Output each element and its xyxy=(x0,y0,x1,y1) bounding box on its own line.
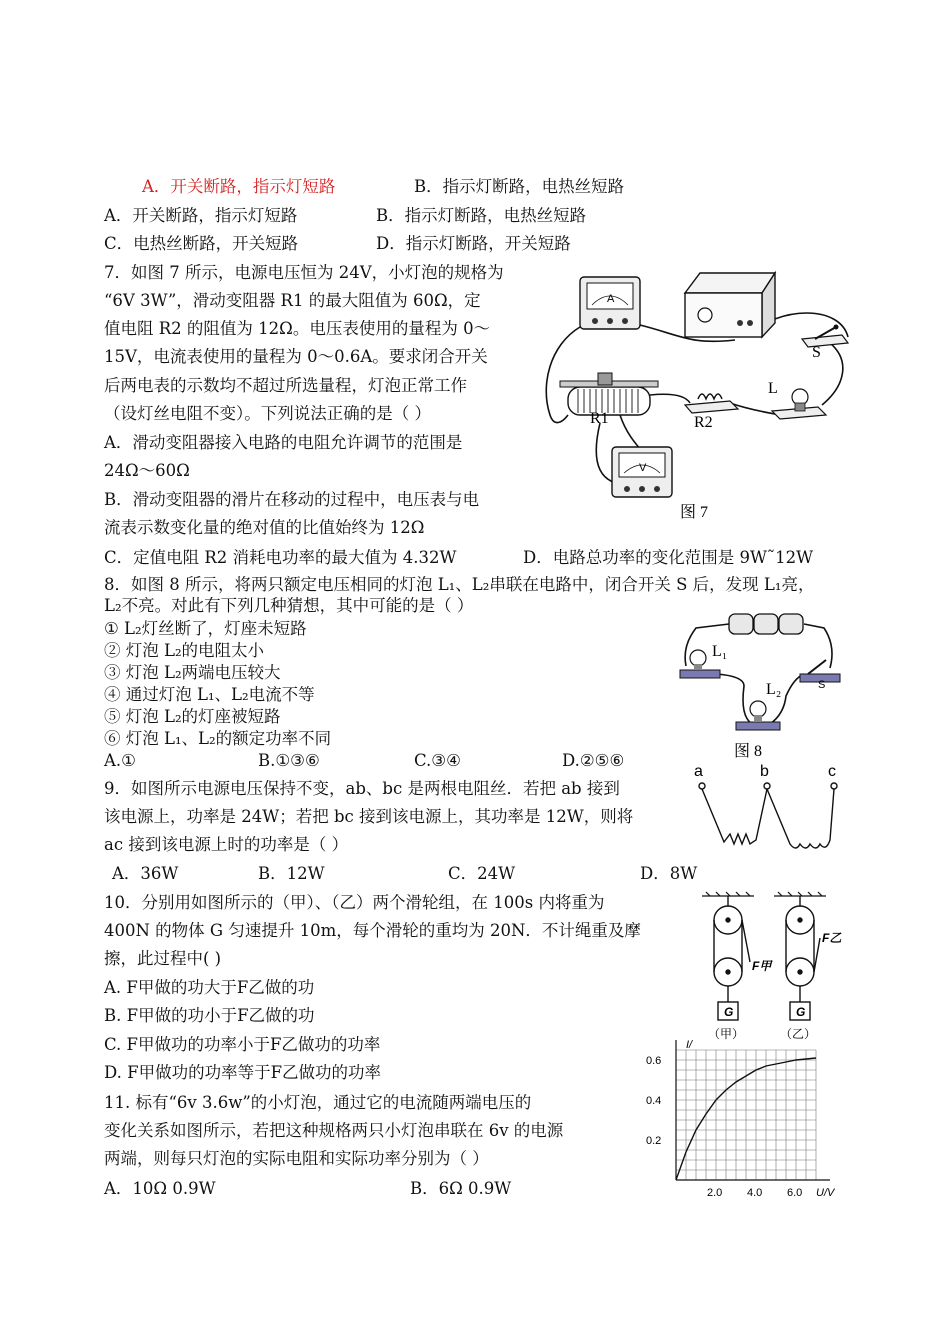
q10-option-d: D. F甲做功的功率等于F乙做功的功率 xyxy=(104,1063,382,1082)
battery-icon xyxy=(729,614,803,634)
chart-grid xyxy=(676,1050,816,1180)
switch-s-icon xyxy=(802,325,848,348)
figure-8-circuit xyxy=(674,606,854,758)
f-jia-label: F甲 xyxy=(752,959,772,973)
q8-guess-2: ② 灯泡 L₂的电阻太小 xyxy=(104,641,265,660)
q7-line-4: 15V，电流表使用的量程为 0～0.6A。要求闭合开关 xyxy=(104,347,488,366)
r2-label: R2 xyxy=(694,414,713,431)
q9-line-2: 该电源上，功率是 24W；若把 bc 接到该电源上，其功率是 12W，则将 xyxy=(104,807,634,826)
iv-chart-svg xyxy=(640,1032,840,1202)
lamp-l-icon xyxy=(772,389,826,419)
yi-caption: （乙） xyxy=(780,1027,817,1041)
q9-option-d: D．8W xyxy=(640,864,698,883)
y-axis-label: I/ xyxy=(686,1039,693,1051)
x-tick-label: 6.0 xyxy=(787,1187,803,1199)
x-axis-label: U/V xyxy=(816,1187,835,1199)
option-a: A．开关断路，指示灯短路 xyxy=(104,206,298,225)
x-tick-label: 2.0 xyxy=(707,1187,723,1199)
voltmeter-icon xyxy=(612,447,672,497)
jia-caption: （甲） xyxy=(708,1027,745,1041)
power-supply-icon xyxy=(685,273,775,337)
q9-option-a: A．36W xyxy=(112,864,179,883)
ammeter-icon xyxy=(580,277,640,329)
figure-8-caption: 图 8 xyxy=(734,743,763,760)
q8-guess-1: ① L₂灯丝断了，灯座未短路 xyxy=(104,619,307,638)
figure-7-circuit xyxy=(540,265,860,525)
q9-line-1: 9．如图所示电源电压保持不变，ab、bc 是两根电阻丝．若把 ab 接到 xyxy=(104,779,620,798)
q10-option-b: B. F甲做的功小于F乙做的功 xyxy=(104,1006,315,1025)
resistor-r2-icon xyxy=(685,394,738,413)
q8-guess-5: ⑤ 灯泡 L₂的灯座被短路 xyxy=(104,707,281,726)
q7-line-1: 7．如图 7 所示，电源电压恒为 24V，小灯泡的规格为 xyxy=(104,263,504,282)
q11-line-3: 两端，则每只灯泡的实际电阻和实际功率分别为（ ） xyxy=(104,1149,489,1168)
q9-option-c: C．24W xyxy=(448,864,516,883)
q7-line-3: 值电阻 R2 的阻值为 12Ω。电压表使用的量程为 0～ xyxy=(104,319,491,338)
q7-line-5: 后两电表的示数均不超过所选量程，灯泡正常工作 xyxy=(104,376,467,395)
x-tick-label: 4.0 xyxy=(747,1187,763,1199)
option-d: D．指示灯断路，开关短路 xyxy=(376,234,571,253)
switch-label: S xyxy=(818,679,826,691)
g-yi-label: G xyxy=(796,1005,806,1019)
ammeter-label: A xyxy=(607,293,615,305)
q11-option-b: B．6Ω 0.9W xyxy=(410,1179,512,1198)
q8-guess-4: ④ 通过灯泡 L₁、L₂电流不等 xyxy=(104,685,315,704)
f-yi-label: F乙 xyxy=(822,931,842,945)
r1-label: R1 xyxy=(590,410,609,427)
q7-option-d: D．电路总功率的变化范围是 9W˜12W xyxy=(523,548,814,567)
y-tick-label: 0.4 xyxy=(646,1095,662,1107)
q7-option-a-1: A．滑动变阻器接入电路的电阻允许调节的范围是 xyxy=(104,433,463,452)
q7-line-2: “6V 3W”，滑动变阻器 R1 的最大阻值为 60Ω，定 xyxy=(104,291,481,310)
l1-label: L₁ xyxy=(712,643,728,660)
q8-line-2: L₂不亮。对此有下列几种猜想，其中可能的是（ ） xyxy=(104,596,474,615)
voltmeter-label: V xyxy=(639,462,647,474)
q9-line-3: ac 接到该电源上时的功率是（ ） xyxy=(104,835,349,854)
q8-option-a: A.① xyxy=(104,751,136,770)
y-tick-label: 0.2 xyxy=(646,1135,662,1147)
pulley-yi-icon xyxy=(786,896,820,1020)
iv-chart xyxy=(640,1032,840,1202)
option-b: B．指示灯断路，电热丝短路 xyxy=(376,206,587,225)
q11-option-a: A．10Ω 0.9W xyxy=(104,1179,216,1198)
q11-line-2: 变化关系如图所示，若把这种规格两只小灯泡串联在 6v 的电源 xyxy=(104,1121,564,1140)
q9-option-b: B．12W xyxy=(258,864,325,883)
lamp-label: L xyxy=(768,380,778,397)
q8-option-d: D.②⑤⑥ xyxy=(562,751,625,770)
y-tick-label: 0.6 xyxy=(646,1055,662,1067)
option-a-red: A．开关断路，指示灯短路 xyxy=(142,177,336,196)
q7-option-b-1: B．滑动变阻器的滑片在移动的过程中，电压表与电 xyxy=(104,490,480,509)
q8-option-b: B.①③⑥ xyxy=(258,751,320,770)
option-c: C．电热丝断路，开关短路 xyxy=(104,234,299,253)
q8-option-c: C.③④ xyxy=(414,751,461,770)
q8-line-1: 8．如图 8 所示，将两只额定电压相同的灯泡 L₁、L₂串联在电路中，闭合开关 S 后，发现 L₁亮， xyxy=(104,575,815,594)
figure-10-pulleys xyxy=(700,892,850,1042)
q10-option-a: A. F甲做的功大于F乙做的功 xyxy=(104,978,315,997)
point-c-label: c xyxy=(828,763,836,780)
switch-label: S xyxy=(812,344,821,361)
q11-line-1: 11. 标有“6v 3.6w”的小灯泡，通过它的电流随两端电压的 xyxy=(104,1093,532,1112)
point-b-label: b xyxy=(760,763,769,780)
g-jia-label: G xyxy=(724,1005,734,1019)
q10-line-3: 擦，此过程中( ) xyxy=(104,949,222,968)
option-b-repeat: B．指示灯断路，电热丝短路 xyxy=(414,177,625,196)
q7-option-a-2: 24Ω～60Ω xyxy=(104,461,190,480)
q10-line-2: 400N 的物体 G 匀速提升 10m，每个滑轮的重均为 20N．不计绳重及摩 xyxy=(104,921,641,940)
q10-line-1: 10．分别用如图所示的（甲）、（乙）两个滑轮组，在 100s 内将重为 xyxy=(104,893,605,912)
q7-option-c: C．定值电阻 R2 消耗电功率的最大值为 4.32W xyxy=(104,548,457,567)
q7-option-b-2: 流表示数变化量的绝对值的比值始终为 12Ω xyxy=(104,518,425,537)
q7-line-6: （设灯丝电阻不变）。下列说法正确的是（ ） xyxy=(104,404,431,423)
q10-option-c: C. F甲做功的功率小于F乙做功的功率 xyxy=(104,1035,381,1054)
l2-label: L₂ xyxy=(766,681,782,698)
figure-7-caption: 图 7 xyxy=(680,504,709,521)
q8-guess-6: ⑥ 灯泡 L₁、L₂的额定功率不同 xyxy=(104,729,332,748)
point-a-label: a xyxy=(694,763,703,780)
q8-guess-3: ③ 灯泡 L₂两端电压较大 xyxy=(104,663,281,682)
figure-9-wires xyxy=(690,762,850,862)
rheostat-r1-icon xyxy=(560,373,658,415)
pulley-jia-icon xyxy=(714,896,750,1020)
